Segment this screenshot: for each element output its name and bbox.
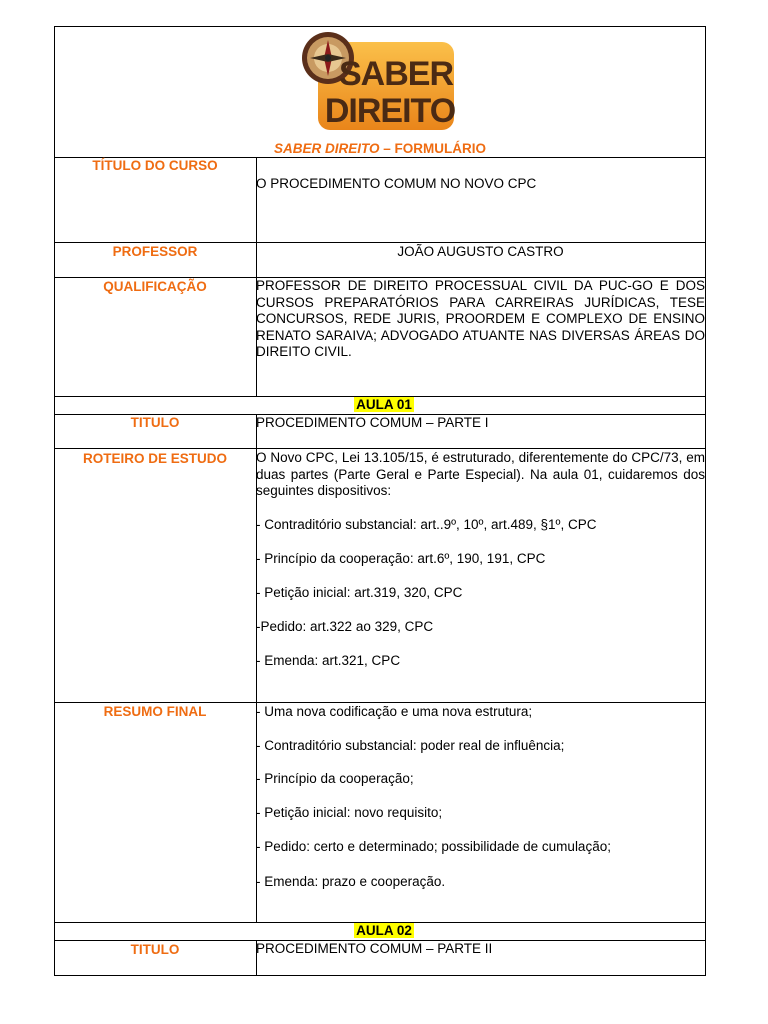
- aula-02-title-value: PROCEDIMENTO COMUM – PARTE II: [256, 941, 493, 956]
- resumo-final-label: RESUMO FINAL: [103, 704, 207, 719]
- professor-label: PROFESSOR: [112, 244, 198, 259]
- aula-01-title-label: TITULO: [130, 415, 180, 430]
- row-divider: [54, 448, 706, 449]
- roteiro-item: - Emenda: art.321, CPC: [256, 653, 401, 668]
- form-title-name: FORMULÁRIO: [394, 141, 487, 156]
- qualification-label: QUALIFICAÇÃO: [103, 279, 207, 294]
- logo-text-direito: DIREITO: [324, 92, 456, 130]
- course-title-label: TÍTULO DO CURSO: [92, 158, 218, 173]
- resumo-item: - Pedido: certo e determinado; possibilidade de cumulação;: [256, 839, 611, 854]
- resumo-item: - Princípio da cooperação;: [256, 771, 414, 786]
- roteiro-item: - Princípio da cooperação: art.6º, 190, 191, CPC: [256, 551, 546, 566]
- roteiro-item: - Contraditório substancial: art..9º, 10º, art.489, §1º, CPC: [256, 517, 597, 532]
- professor-value: JOÃO AUGUSTO CASTRO: [397, 244, 564, 259]
- row-divider: [54, 702, 706, 703]
- roteiro-label: ROTEIRO DE ESTUDO: [82, 451, 227, 466]
- row-divider: [54, 242, 706, 243]
- aula-02-title-label: TITULO: [130, 942, 180, 957]
- form-title: [54, 141, 706, 156]
- saber-direito-logo: [290, 30, 460, 135]
- roteiro-intro: O Novo CPC, Lei 13.105/15, é estruturado, diferentemente do CPC/73, em duas partes (Parte Geral e Parte Especial). Na aula 01, cuidaremos dos seguintes dispositivos:: [256, 450, 705, 498]
- roteiro-item: - Petição inicial: art.319, 320, CPC: [256, 585, 463, 600]
- resumo-item: - Emenda: prazo e cooperação.: [256, 874, 446, 889]
- aula-01-title-value: PROCEDIMENTO COMUM – PARTE I: [256, 415, 489, 430]
- aula-01-heading: AULA 01: [356, 397, 412, 412]
- form-title-separator: –: [379, 141, 395, 156]
- aula-02-heading: AULA 02: [356, 923, 412, 938]
- qualification-value: PROFESSOR DE DIREITO PROCESSUAL CIVIL DA PUC-GO E DOS CURSOS PREPARATÓRIOS PARA CARREIRAS JURÍDICAS, TESE CONCURSOS, REDE JURIS, PROORDEM E COMPLEXO DE ENSINO RENATO SARAIVA; ADVOGADO ATUANTE NAS DIVERSAS ÁREAS DO DIREITO CIVIL.: [256, 278, 705, 359]
- resumo-item: - Uma nova codificação e uma nova estrutura;: [256, 704, 533, 719]
- course-title-value: O PROCEDIMENTO COMUM NO NOVO CPC: [256, 176, 537, 191]
- form-title-program: SABER DIREITO: [273, 141, 380, 156]
- resumo-item: - Petição inicial: novo requisito;: [256, 805, 443, 820]
- resumo-item: - Contraditório substancial: poder real de influência;: [256, 738, 565, 753]
- roteiro-item: -Pedido: art.322 ao 329, CPC: [256, 619, 434, 634]
- logo-text-saber: SABER: [338, 55, 454, 93]
